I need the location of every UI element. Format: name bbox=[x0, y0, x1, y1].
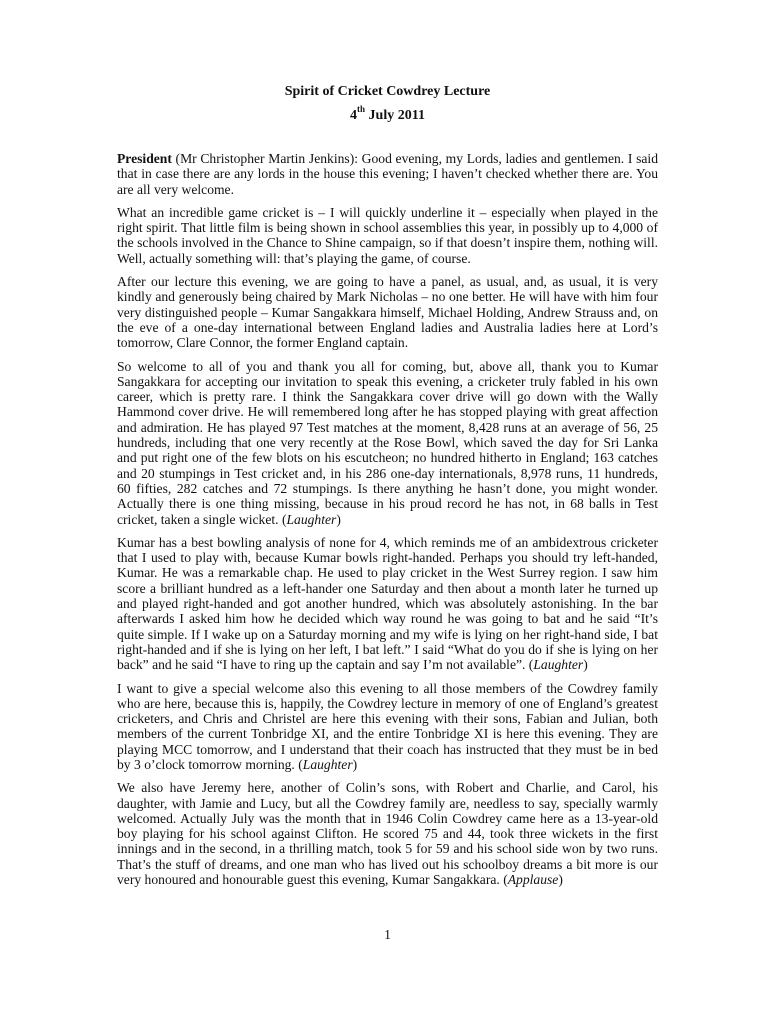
audience-reaction: Laughter bbox=[533, 657, 584, 673]
paragraph-text: What an incredible game cricket is – I will quickly underline it – especially when played in the right spirit. That little film is being shown in school assemblies this year, in possibly up to 4,000 of the schools involved in the Chance to Shine campaign, so if that doesn’t inspire them, nothing will. Well, actually something will: that’s playing the game, of course. bbox=[117, 204, 658, 266]
audience-reaction: Laughter bbox=[302, 756, 353, 772]
paragraph-text: Kumar has a best bowling analysis of none for 4, which reminds me of an ambidextrous cricketer that I used to play with, because Kumar bowls right-handed. Perhaps you should try left-handed, Kumar. He was a remarkable chap. He used to play cricket in the West Surrey region. I saw him score a brilliant hundred as a left-hander one Saturday and then about a month later he turned up and played right-handed and got another hundred, which was absolutely astonishing. In the bar afterwards I asked him how he decided which way round he was going to bat and he said “It’s quite simple. If I wake up on a Saturday morning and my wife is lying on her right-hand side, I bat right-handed and if she is lying on her left, I bat left.” I said “What do you do if she is lying on her back” and he said “I have to ring up the captain and say I’m not available”. bbox=[117, 534, 658, 673]
date-month-year: July 2011 bbox=[365, 108, 425, 123]
paragraph-text: (Mr Christopher Martin Jenkins): Good evening, my Lords, ladies and gentlemen. I said that in case there are any lords in the house this evening; I haven’t checked whether there are. You are all very welcome. bbox=[117, 151, 658, 197]
paragraph-opening bbox=[117, 151, 658, 197]
document-title: Spirit of Cricket Cowdrey Lecture bbox=[284, 84, 491, 99]
date-day: 4 bbox=[350, 108, 358, 123]
paragraph-cowdrey-family: I want to give a special welcome also this evening to all those members of the Cowdrey family who are here, because this is, happily, the Cowdrey lecture in memory of one of England’s greatest cricketers, and Chris and Christel are here this evening with their sons, Fabian and Julian, both members of the current Tonbridge XI, and the entire Tonbridge XI is here this evening. They are playing MCC tomorrow, and I understand that their coach has instructed that they must be in bed by 3 o’clock tomorrow morning. (Laughter) bbox=[117, 680, 658, 772]
audience-reaction: Applause bbox=[507, 872, 559, 888]
audience-reaction: Laughter bbox=[286, 511, 337, 527]
paragraph-colin-cowdrey: We also have Jeremy here, another of Colin’s sons, with Robert and Charlie, and Carol, his daughter, with Jamie and Lucy, but all the Cowdrey family are, needless to say, specially warmly welcomed. Actually July was the month that in 1946 Colin Cowdrey came here as a 13-year-old boy playing for his school against Clifton. He scored 75 and 44, took three wickets in the first innings and in the second, in a thrilling match, took 5 for 59 and his school side won by two runs. That’s the stuff of dreams, and one man who has lived out his schoolboy dreams a bit more is our very honoured and honourable guest this evening, Kumar Sangakkara. (Applause) bbox=[117, 780, 658, 888]
paragraph-game-spirit bbox=[117, 205, 658, 266]
paragraph-bowling-anecdote: Kumar has a best bowling analysis of none for 4, which reminds me of an ambidextrous cricketer that I used to play with, because Kumar bowls right-handed. Perhaps you should try left-handed, Kumar. He was a remarkable chap. He used to play cricket in the West Surrey region. I saw him score a brilliant hundred as a left-hander one Saturday and then about a month later he turned up and played right-handed and got another hundred, which was absolutely astonishing. In the bar afterwards I asked him how he decided which way round he was going to bat and he said “It’s quite simple. If I wake up on a Saturday morning and my wife is lying on her right-hand side, I bat right-handed and if she is lying on her left, I bat left.” I said “What do you do if she is lying on her back” and he said “I have to ring up the captain and say I’m not available”. (Laughter) bbox=[117, 534, 658, 673]
paragraph-panel bbox=[117, 274, 658, 350]
document-date bbox=[117, 104, 658, 125]
paragraph-text: I want to give a special welcome also this evening to all those members of the Cowdrey family who are here, because this is, happily, the Cowdrey lecture in memory of one of England’s greatest cricketers, and Chris and Christel are here this evening with their sons, Fabian and Julian, both members of the current Tonbridge XI, and the entire Tonbridge XI is here this evening. They are playing MCC tomorrow, and I understand that their coach has instructed that they must be in bed by 3 o’clock tomorrow morning. bbox=[117, 680, 658, 772]
transcript-body bbox=[117, 151, 658, 895]
paragraph-text: So welcome to all of you and thank you all for coming, but, above all, thank you to Kumar Sangakkara for accepting our invitation to speak this evening, a cricketer truly fabled in his own career, which is pretty rare. I think the Sangakkara cover drive will go down with the Wally Hammond cover drive. He will remembered long after he has stopped playing with great affection and admiration. He has played 97 Test matches at the moment, 8,428 runs at an average of 56, 25 hundreds, including that one very recently at the Rose Bowl, which saved the day for Sri Lanka and put right one of the few blots on his escutcheon; no hundred hitherto in England; 163 catches and 20 stumpings in Test cricket and, in his 286 one-day internationals, 8,978 runs, 11 hundreds, 60 fifties, 282 catches and 72 stumpings. Is there anything he hasn’t done, you might wonder. Actually there is one thing missing, because in his proud record he has not, in 68 balls in Test cricket, taken a single wicket. bbox=[117, 358, 658, 527]
paragraph-text: We also have Jeremy here, another of Colin’s sons, with Robert and Charlie, and Carol, his daughter, with Jamie and Lucy, but all the Cowdrey family are, needless to say, specially warmly welcomed. Actually July was the month that in 1946 Colin Cowdrey came here as a 13-year-old boy playing for his school against Clifton. He scored 75 and 44, took three wickets in the first innings and in the second, in a thrilling match, took 5 for 59 and his school side won by two runs. That’s the stuff of dreams, and one man who has lived out his schoolboy dreams a bit more is our very honoured and honourable guest this evening, Kumar Sangakkara. bbox=[117, 780, 658, 888]
date-ordinal-suffix: th bbox=[357, 104, 366, 115]
paragraph-welcome-sangakkara: So welcome to all of you and thank you all for coming, but, above all, thank you to Kumar Sangakkara for accepting our invitation to speak this evening, a cricketer truly fabled in his own career, which is pretty rare. I think the Sangakkara cover drive will go down with the Wally Hammond cover drive. He will remembered long after he has stopped playing with great affection and admiration. He has played 97 Test matches at the moment, 8,428 runs at an average of 56, 25 hundreds, including that one very recently at the Rose Bowl, which saved the day for Sri Lanka and put right one of the few blots on his escutcheon; no hundred hitherto in England; 163 catches and 20 stumpings in Test cricket and, in his 286 one-day internationals, 8,978 runs, 11 hundreds, 60 fifties, 282 catches and 72 stumpings. Is there anything he hasn’t done, you might wonder. Actually there is one thing missing, because in his proud record he has not, in 68 balls in Test cricket, taken a single wicket. (Laughter) bbox=[117, 358, 658, 527]
page-number: 1 bbox=[384, 927, 391, 942]
paragraph-text: After our lecture this evening, we are going to have a panel, as usual, and, as usual, it is very kindly and generously being chaired by Mark Nicholas – no one better. He will have with him four very distinguished people – Kumar Sangakkara himself, Michael Holding, Andrew Strauss and, on the eve of a one-day international between England ladies and Australia ladies here at Lord’s tomorrow, Clare Connor, the former England captain. bbox=[117, 274, 658, 351]
document-page bbox=[117, 0, 658, 1024]
speaker-label: President bbox=[117, 151, 172, 166]
